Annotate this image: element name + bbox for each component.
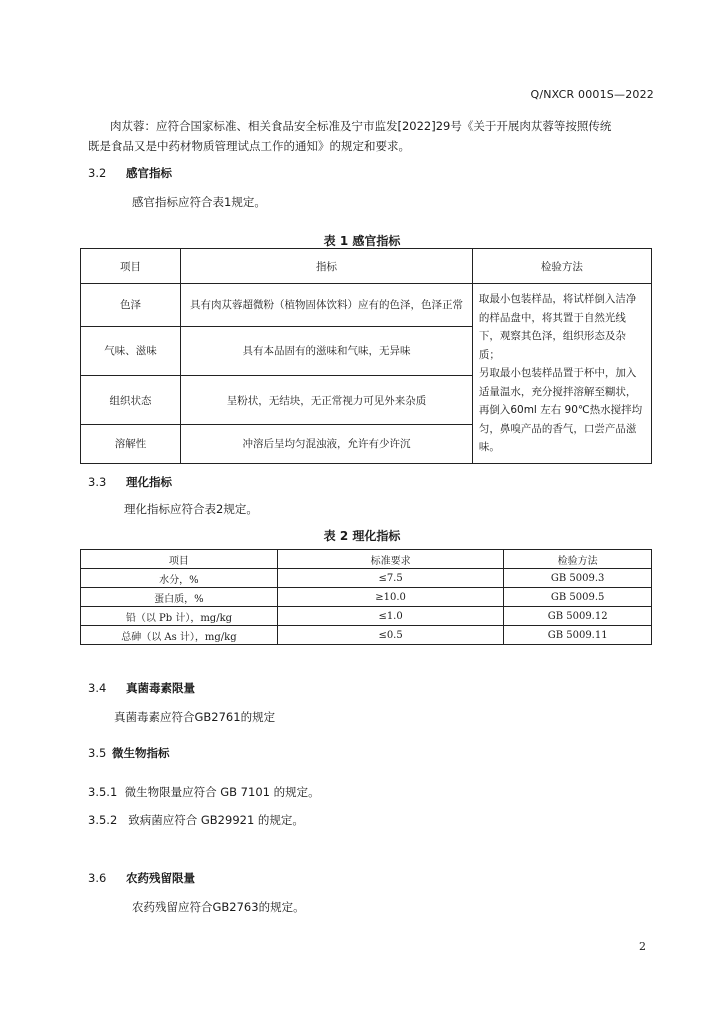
- section-number: 3.4: [88, 681, 107, 695]
- header-cell: 项目: [81, 550, 278, 569]
- table-cell: 蛋白质，%: [81, 588, 278, 607]
- section-3-3-text: 理化指标应符合表2规定。: [124, 502, 258, 516]
- table-cell: ≥10.0: [277, 588, 503, 607]
- item-cell: 组织状态: [81, 375, 181, 424]
- section-3-4-text: 真菌毒素应符合GB2761的规定: [114, 710, 276, 724]
- table-cell: 总砷（以 As 计），mg/kg: [81, 626, 278, 645]
- table-cell: ≤1.0: [277, 607, 503, 626]
- item-cell: 色泽: [81, 284, 181, 327]
- intro-line-1: 肉苁蓉：应符合国家标准、相关食品安全标准及宁市监发[2022]29号《关于开展肉苁蓉等按照传统: [110, 119, 612, 133]
- table-cell: 水分，%: [81, 569, 278, 588]
- table-cell: ≤7.5: [277, 569, 503, 588]
- section-number: 3.2: [88, 166, 107, 180]
- method-line: 匀，鼻嗅产品的香气，口尝产品滋: [478, 422, 637, 435]
- section-3-6-heading: [88, 870, 195, 886]
- table-row: [81, 588, 652, 607]
- method-line: 取最小包装样品，将试样倒入洁净: [478, 293, 637, 305]
- indicator-cell: 呈粉状，无结块，无正常视力可见外来杂质: [181, 375, 473, 424]
- method-line: 适量温水，充分搅拌溶解至糊状，: [478, 385, 637, 398]
- section-title: 农药残留限量: [126, 871, 195, 885]
- item-cell: 气味、滋味: [81, 326, 181, 375]
- table-row: [81, 626, 652, 645]
- table-cell: GB 5009.11: [504, 626, 652, 645]
- section-3-4-heading: [88, 680, 195, 696]
- section-3-5-1: 3.5.1 微生物限量应符合 GB 7101 的规定。: [88, 785, 320, 799]
- method-cell: [472, 284, 651, 464]
- header-cell: 指标: [181, 249, 473, 284]
- section-title: 微生物指标: [112, 746, 170, 760]
- header-cell: 项目: [81, 249, 181, 284]
- item-cell: 溶解性: [81, 425, 181, 463]
- section-3-6-text: 农药残留应符合GB2763的规定。: [132, 900, 305, 914]
- table-cell: ≤0.5: [277, 626, 503, 645]
- sensory-table: [80, 248, 652, 464]
- intro-line-2: 既是食品又是中药材物质管理试点工作的通知》的规定和要求。: [88, 139, 410, 153]
- physicochemical-table: [80, 549, 652, 645]
- method-line: 的样品盘中，将其置于自然光线: [478, 311, 626, 324]
- header-cell: 标准要求: [277, 550, 503, 569]
- method-line: 下，观察其色泽，组织形态及杂质；: [478, 330, 626, 361]
- page-number: 2: [639, 940, 646, 953]
- section-title: 真菌毒素限量: [126, 681, 195, 695]
- header-cell: 检验方法: [504, 550, 652, 569]
- section-title: 感官指标: [126, 166, 172, 180]
- table-cell: 铅（以 Pb 计），mg/kg: [81, 607, 278, 626]
- table-header-row: [81, 249, 652, 284]
- indicator-cell: 冲溶后呈均匀混浊液，允许有少许沉: [181, 425, 473, 463]
- section-3-5-2: 3.5.2 致病菌应符合 GB29921 的规定。: [88, 813, 304, 827]
- intro-paragraph: [88, 116, 648, 156]
- method-line: 再倒入60ml 左右 90℃热水搅拌均: [478, 404, 643, 416]
- section-3-3-heading: [88, 474, 172, 490]
- table-2-caption: 表 2 理化指标: [323, 529, 401, 543]
- table-header-row: [81, 550, 652, 569]
- table-cell: GB 5009.12: [504, 607, 652, 626]
- table-row: [81, 607, 652, 626]
- section-3-2-heading: [88, 165, 172, 181]
- method-line: 另取最小包装样品置于杯中，加入: [478, 367, 637, 379]
- header-cell: 检验方法: [472, 249, 651, 284]
- indicator-cell: 具有本品固有的滋味和气味，无异味: [181, 326, 473, 375]
- table-cell: GB 5009.5: [504, 588, 652, 607]
- section-number: 3.3: [88, 475, 107, 489]
- table-row: [81, 284, 652, 327]
- indicator-cell: 具有肉苁蓉超微粉（植物固体饮料）应有的色泽，色泽正常: [181, 284, 473, 327]
- section-3-2-text: 感官指标应符合表1规定。: [132, 195, 266, 209]
- section-3-5-heading: [88, 745, 170, 761]
- section-number: 3.5: [88, 746, 107, 760]
- document-code: Q/NXCR 0001S—2022: [530, 88, 654, 101]
- table-cell: GB 5009.3: [504, 569, 652, 588]
- section-number: 3.6: [88, 871, 107, 885]
- method-line: 味。: [478, 441, 500, 453]
- table-1-caption: 表 1 感官指标: [323, 234, 401, 248]
- table-row: [81, 569, 652, 588]
- section-title: 理化指标: [126, 475, 172, 489]
